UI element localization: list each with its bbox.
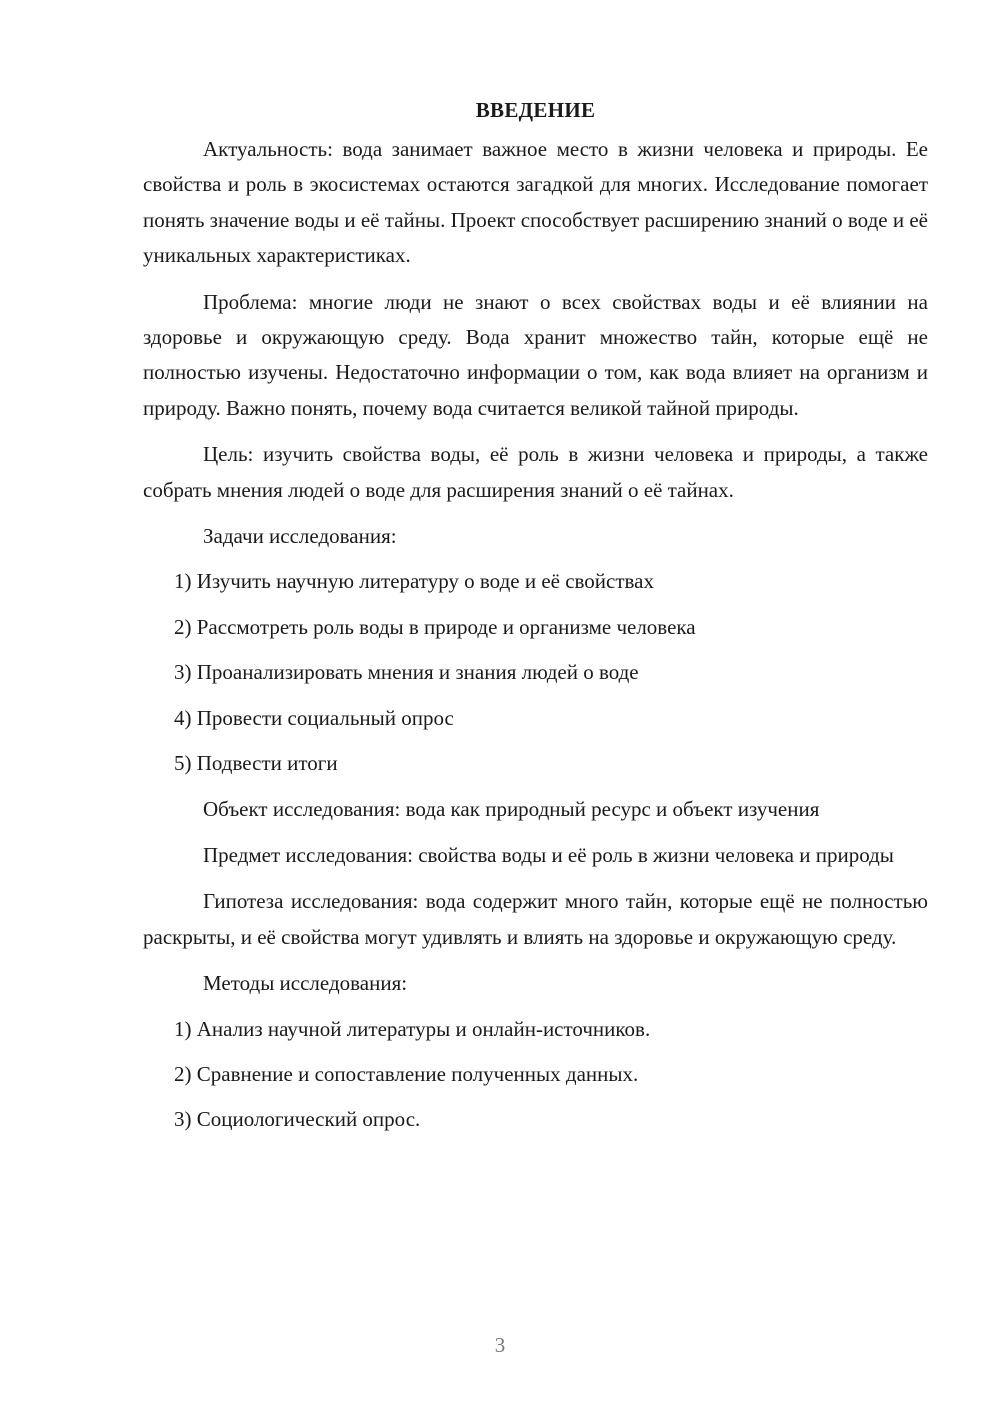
document-page bbox=[143, 92, 928, 1148]
list-item: 2) Сравнение и сопоставление полученных данных. bbox=[174, 1061, 639, 1086]
list-item: 4) Провести социальный опрос bbox=[174, 705, 454, 730]
methods-list bbox=[143, 1012, 928, 1138]
paragraph-object: Объект исследования: вода как природный ресурс и объект изучения bbox=[203, 796, 820, 821]
paragraph-hypothesis: Гипотеза исследования: вода содержит много тайн, которые ещё не полностью раскрыты, и её свойства могут удивлять и влиять на здоровье и окружающую среду. bbox=[143, 889, 928, 949]
paragraph-subject: Предмет исследования: свойства воды и её роль в жизни человека и природы bbox=[203, 842, 894, 867]
methods-heading: Методы исследования: bbox=[203, 971, 408, 996]
paragraph-goal: Цель: изучить свойства воды, её роль в жизни человека и природы, а также собрать мнения людей о воде для расширения знаний о её тайнах. bbox=[143, 442, 928, 502]
list-item: 3) Социологический опрос. bbox=[174, 1107, 421, 1132]
list-item: 2) Рассмотреть роль воды в природе и организме человека bbox=[174, 614, 696, 639]
list-item: 3) Проанализировать мнения и знания людей о воде bbox=[174, 660, 639, 685]
list-item: 5) Подвести итоги bbox=[174, 751, 338, 776]
tasks-heading: Задачи исследования: bbox=[203, 524, 397, 549]
tasks-list bbox=[143, 564, 928, 781]
page-title: ВВЕДЕНИЕ bbox=[475, 98, 596, 122]
paragraph-problem: Проблема: многие люди не знают о всех свойствах воды и её влиянии на здоровье и окружающую среду. Вода хранит множество тайн, которые ещё не полностью изучены. Недостаточно информации о том, как вода влияет на организм и природу. Важно понять, почему вода считается великой тайной природы. bbox=[143, 289, 928, 420]
paragraph-relevance: Актуальность: вода занимает важное место в жизни человека и природы. Ее свойства и роль в экосистемах остаются загадкой для многих. Исследование помогает понять значение воды и её тайны. Проект способствует расширению знаний о воде и её уникальных характеристиках. bbox=[143, 137, 928, 268]
page-number: 3 bbox=[494, 1333, 506, 1357]
list-item: 1) Изучить научную литературу о воде и её свойствах bbox=[174, 569, 655, 594]
list-item: 1) Анализ научной литературы и онлайн-источников. bbox=[174, 1016, 651, 1041]
